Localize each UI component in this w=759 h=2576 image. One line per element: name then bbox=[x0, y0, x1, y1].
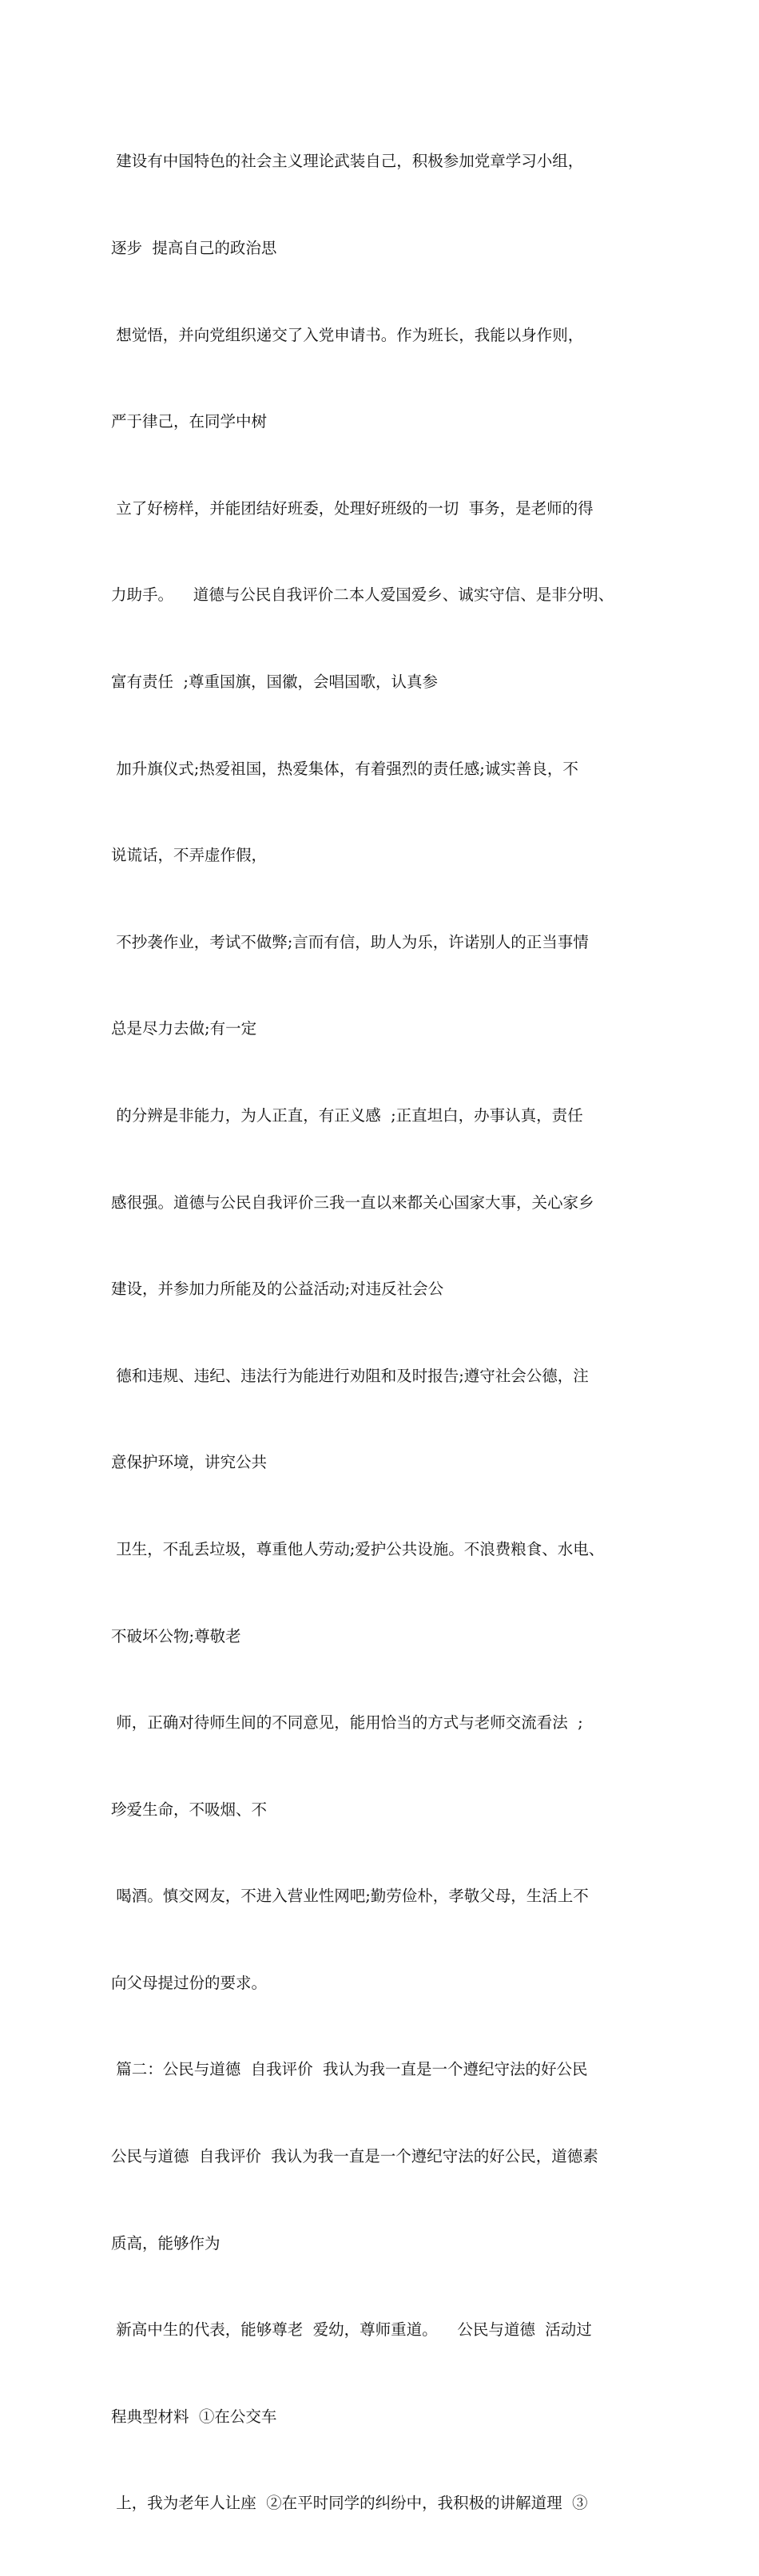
text-line: 公民与道德 自我评价 我认为我一直是一个遵纪守法的好公民，道德素 bbox=[111, 2147, 598, 2166]
text-line: 富有责任 ;尊重国旗，国徽，会唱国歌，认真参 bbox=[111, 672, 438, 691]
text-line: 总是尽力去做;有一定 bbox=[111, 1019, 257, 1038]
text-line: 逐步 提高自己的政治思 bbox=[111, 239, 277, 257]
text-line: 的分辨是非能力，为人正直，有正义感 ;正直坦白，办事认真，责任 bbox=[111, 1105, 583, 1125]
text-line: 德和违规、违纪、违法行为能进行劝阻和及时报告;遵守社会公德，注 bbox=[111, 1366, 589, 1385]
text-line: 程典型材料 ①在公交车 bbox=[111, 2407, 277, 2426]
text-line: 新高中生的代表，能够尊老 爱幼，尊师重道。 公民与道德 活动过 bbox=[111, 2320, 592, 2340]
text-line: 感很强。道德与公民自我评价三我一直以来都关心国家大事，关心家乡 bbox=[111, 1193, 594, 1212]
text-line: 加升旗仪式;热爱祖国，热爱集体，有着强烈的责任感;诚实善良，不 bbox=[111, 759, 578, 778]
text-line: 严于律己，在同学中树 bbox=[111, 412, 268, 431]
text-line: 不破坏公物;尊敬老 bbox=[111, 1626, 241, 1645]
text-line: 质高，能够作为 bbox=[111, 2233, 221, 2253]
text-line: 师，正确对待师生间的不同意见，能用恰当的方式与老师交流看法 ; bbox=[111, 1713, 583, 1733]
text-line: 建设，并参加力所能及的公益活动;对违反社会公 bbox=[111, 1280, 444, 1299]
text-line: 建设有中国特色的社会主义理论武装自己，积极参加党章学习小组， bbox=[111, 152, 584, 171]
text-line: 力助手。 道德与公民自我评价二本人爱国爱乡、诚实守信、是非分明、 bbox=[111, 585, 614, 605]
text-line: 上，我为老年人让座 ②在平时同学的纠纷中，我积极的讲解道理 ③ bbox=[111, 2494, 588, 2513]
text-line: 篇二：公民与道德 自我评价 我认为我一直是一个遵纪守法的好公民 bbox=[111, 2060, 588, 2079]
text-line: 意保护环境，讲究公共 bbox=[111, 1453, 268, 1472]
text-line: 卫生，不乱丢垃圾，尊重他人劳动;爱护公共设施。不浪费粮食、水电、 bbox=[111, 1539, 605, 1558]
text-line: 说谎话，不弄虚作假， bbox=[111, 846, 268, 865]
text-line: 向父母提过份的要求。 bbox=[111, 1973, 268, 1992]
text-line: 喝酒。慎交网友，不进入营业性网吧;勤劳俭朴，孝敬父母，生活上不 bbox=[111, 1887, 589, 1906]
text-line: 珍爱生命，不吸烟、不 bbox=[111, 1800, 268, 1819]
text-line: 立了好榜样，并能团结好班委，处理好班级的一切 事务，是老师的得 bbox=[111, 498, 594, 518]
document-body bbox=[111, 89, 662, 2576]
text-line: 想觉悟，并向党组织递交了入党申请书。作为班长，我能以身作则， bbox=[111, 325, 584, 344]
text-line: 不抄袭作业，考试不做弊;言而有信，助人为乐，许诺别人的正当事情 bbox=[111, 932, 589, 951]
